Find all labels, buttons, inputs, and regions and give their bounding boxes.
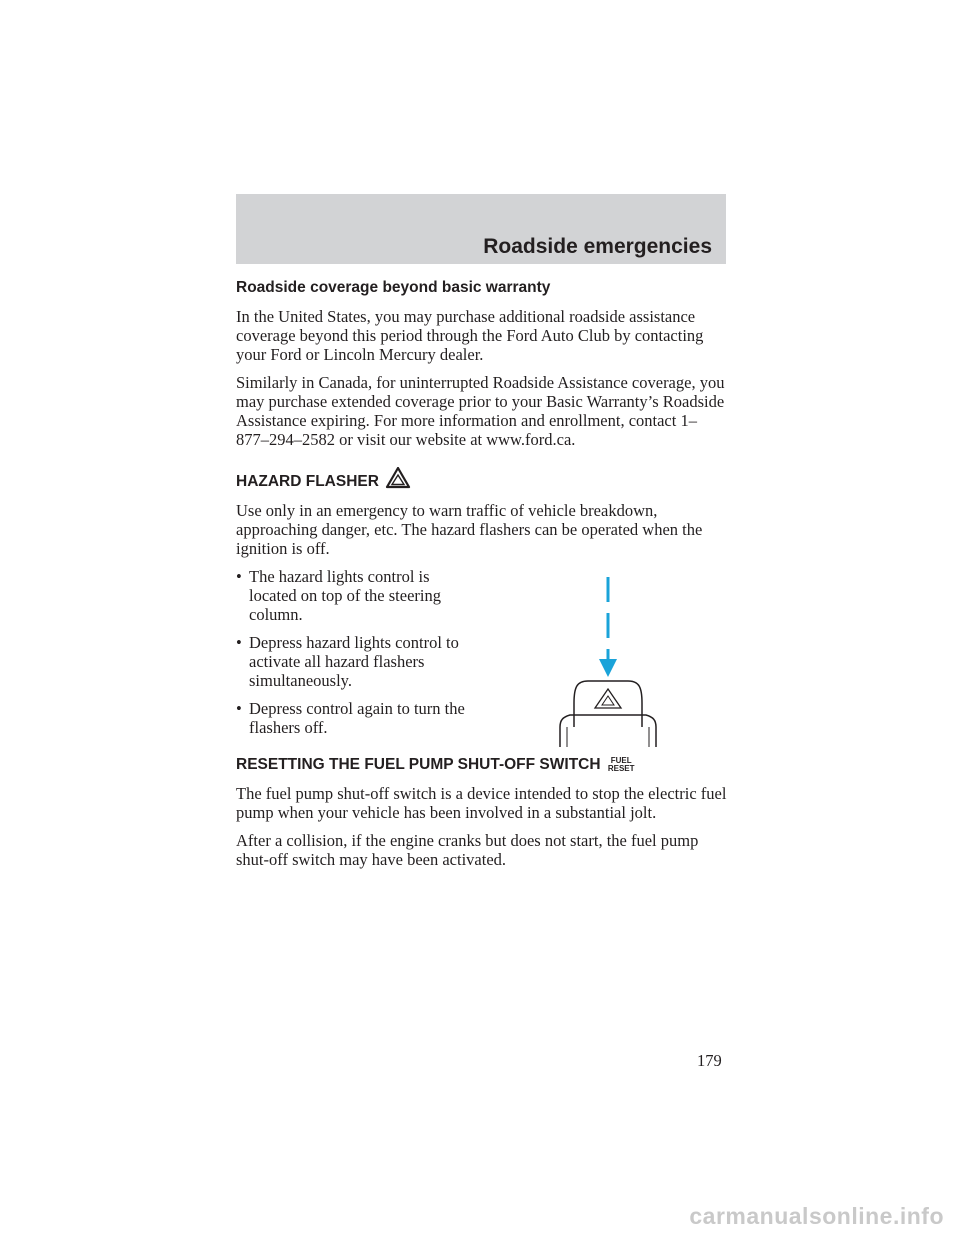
- list-item: [236, 699, 481, 737]
- coverage-paragraph-canada: Similarly in Canada, for uninterrupted Roadside Assistance coverage, you may purchase extended coverage prior to your Basic Warranty’s Roadside Assistance expiring. For more information and enrollment, contact 1–877–294–2582 or visit our website at www.ford.ca.: [236, 373, 725, 449]
- list-item: [236, 567, 481, 624]
- hazard-heading-text: HAZARD FLASHER: [236, 473, 379, 490]
- bullet-symbol: •: [236, 567, 242, 586]
- section-header-band: [236, 194, 726, 264]
- hazard-triangle-icon: [385, 467, 411, 489]
- bullet-text: The hazard lights control is located on top of the steering column.: [249, 567, 441, 624]
- fuel-pump-paragraph-1: The fuel pump shut-off switch is a device intended to stop the electric fuel pump when your vehicle has been involved in a substantial jolt.: [236, 784, 727, 822]
- bullet-symbol: •: [236, 699, 242, 718]
- bullet-symbol: •: [236, 633, 242, 652]
- hazard-instructions: [236, 567, 728, 737]
- list-item: [236, 633, 481, 690]
- watermark: carmanualsonline.info: [689, 1203, 944, 1229]
- fuel-reset-line2: RESET: [607, 764, 635, 773]
- fuel-reset-icon: [608, 757, 635, 773]
- pointer-arrow-head: [599, 659, 617, 677]
- hazard-button-illustration: [558, 577, 658, 747]
- fuel-pump-heading: [236, 755, 728, 775]
- section-title: Roadside emergencies: [483, 235, 712, 258]
- bullet-text: Depress control again to turn the flashers off.: [249, 699, 465, 737]
- hazard-heading: [236, 467, 728, 492]
- coverage-paragraph-us: In the United States, you may purchase additional roadside assistance coverage beyond this period through the Ford Auto Club by contacting your Ford or Lincoln Mercury dealer.: [236, 307, 704, 364]
- page-content: [236, 278, 728, 878]
- fuel-reset-line1: FUEL: [610, 756, 632, 765]
- hazard-intro: Use only in an emergency to warn traffic of vehicle breakdown, approaching danger, etc. The hazard flashers can be operated when the ignition is off.: [236, 501, 703, 558]
- coverage-heading: Roadside coverage beyond basic warranty: [236, 279, 551, 296]
- page-number: 179: [697, 1051, 722, 1070]
- fuel-pump-paragraph-2: After a collision, if the engine cranks but does not start, the fuel pump shut-off switch may have been activated.: [236, 831, 699, 869]
- bullet-text: Depress hazard lights control to activate all hazard flashers simultaneously.: [249, 633, 459, 690]
- fuel-pump-heading-text: RESETTING THE FUEL PUMP SHUT-OFF SWITCH: [236, 756, 601, 773]
- hazard-bullet-list: [236, 567, 481, 737]
